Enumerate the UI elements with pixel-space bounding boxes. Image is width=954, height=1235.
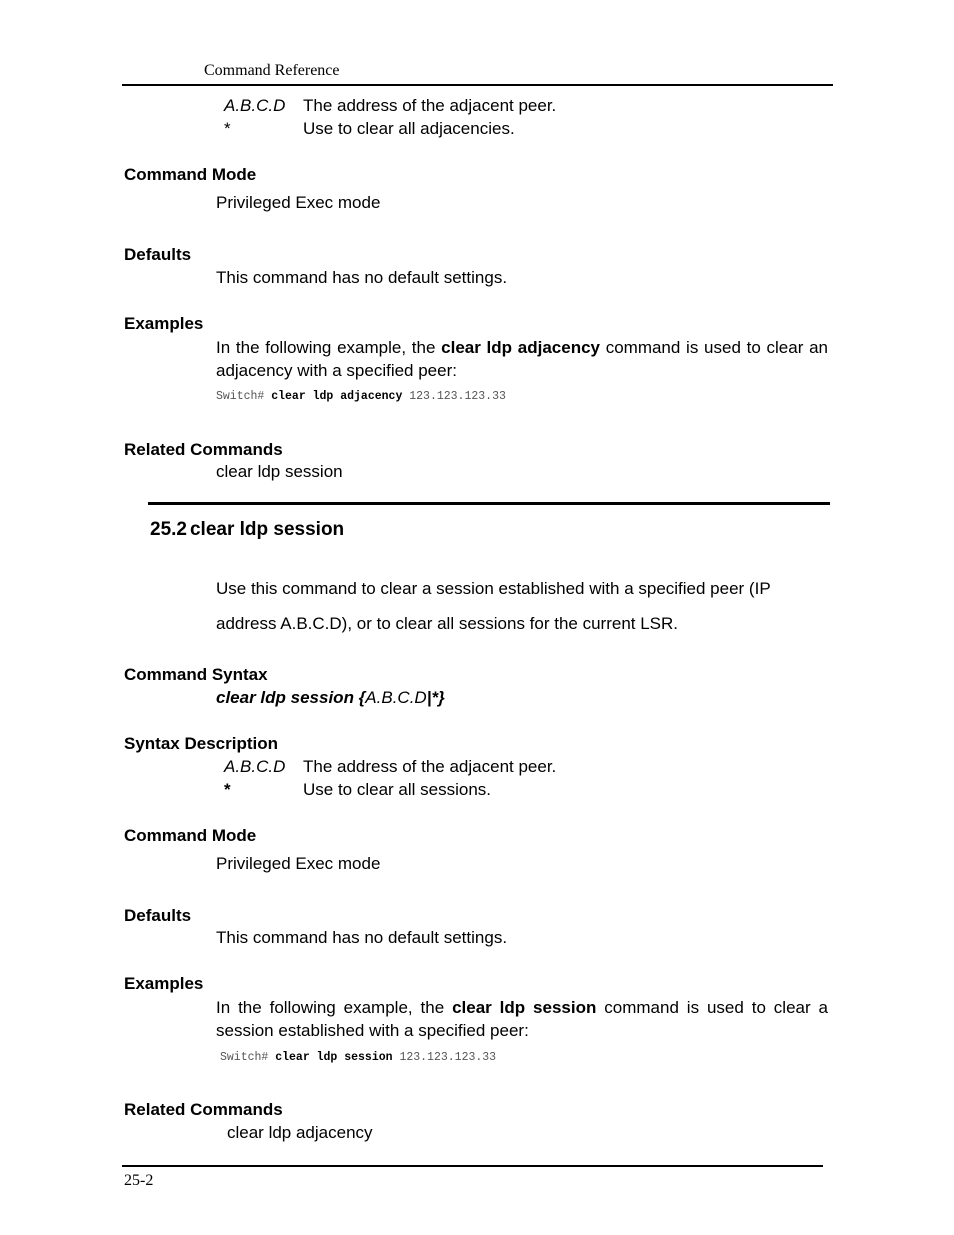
code-example: Switch# clear ldp adjacency 123.123.123.33 [216, 390, 506, 403]
command-mode-heading: Command Mode [124, 826, 257, 845]
syntax-term: * [224, 119, 231, 138]
defaults-heading: Defaults [124, 906, 192, 925]
section-number: 25.2 [150, 519, 187, 540]
examples-heading: Examples [124, 314, 204, 333]
syntax-desc: The address of the adjacent peer. [303, 96, 557, 115]
examples-paragraph: In the following example, the clear ldp adjacency command is used to clear an adjacency with a specified peer: [216, 338, 828, 380]
command-name: clear ldp adjacency [441, 338, 600, 357]
defaults-heading: Defaults [124, 245, 192, 264]
related-commands-heading: Related Commands [124, 1100, 283, 1119]
syntax-desc: Use to clear all sessions. [303, 780, 492, 799]
syntax-description-heading: Syntax Description [124, 734, 278, 753]
command-name: clear ldp session [452, 998, 597, 1017]
examples-heading: Examples [124, 974, 204, 993]
command-mode-heading: Command Mode [124, 165, 257, 184]
related-commands-text: clear ldp session [216, 462, 343, 481]
command-mode-text: Privileged Exec mode [216, 854, 381, 873]
syntax-term: * [224, 780, 231, 799]
page-number: 25-2 [124, 1172, 154, 1189]
section-title [150, 519, 344, 541]
section-name: clear ldp session [189, 519, 345, 540]
syntax-term: A.B.C.D [224, 757, 286, 776]
header-rule [122, 84, 833, 86]
related-commands-heading: Related Commands [124, 440, 283, 459]
command-syntax: clear ldp session {A.B.C.D|*} [216, 688, 445, 707]
running-header: Command Reference [204, 62, 340, 79]
footer-rule [122, 1165, 823, 1167]
command-mode-text: Privileged Exec mode [216, 193, 381, 212]
section-rule [148, 502, 830, 505]
command-syntax-heading: Command Syntax [124, 665, 268, 684]
defaults-text: This command has no default settings. [216, 928, 508, 947]
syntax-term: A.B.C.D [224, 96, 286, 115]
intro-line: address A.B.C.D), or to clear all sessions for the current LSR. [216, 614, 679, 633]
code-example: Switch# clear ldp session 123.123.123.33 [220, 1051, 497, 1064]
examples-paragraph: In the following example, the clear ldp session command is used to clear a session established with a specified peer: [216, 998, 828, 1040]
related-commands-text: clear ldp adjacency [227, 1123, 373, 1142]
intro-line: Use this command to clear a session established with a specified peer (IP [216, 579, 771, 598]
syntax-desc: The address of the adjacent peer. [303, 757, 557, 776]
syntax-desc: Use to clear all adjacencies. [303, 119, 515, 138]
defaults-text: This command has no default settings. [216, 268, 508, 287]
